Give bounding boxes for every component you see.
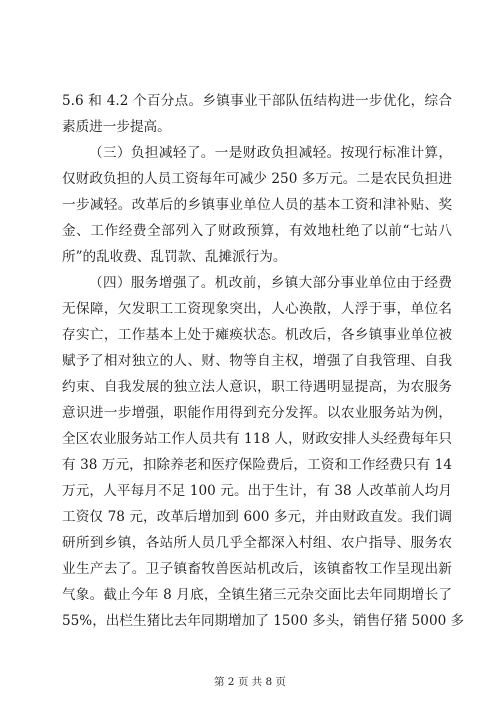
text-line: 气象。截止今年 8 月底，全镇生猪三元杂交面比去年同期增长了 [62, 587, 452, 603]
text-line: 55%，出栏生猪比去年同期增加了 1500 多头，销售仔猪 5000 多 [62, 613, 465, 629]
paragraph-start-line: （四）服务增强了。机改前，乡镇大部分事业单位由于经费 [89, 275, 452, 291]
paragraph-start-line: （三）负担减轻了。一是财政负担减轻。按现行标准计算， [89, 145, 452, 161]
text-line: 万元，人平每月不足 100 元。出于生计，有 38 人改革前人均月 [62, 483, 452, 499]
text-line: 金、工作经费全部列入了财政预算，有效地杜绝了以前“七站八 [62, 223, 452, 239]
text-line: 工资仅 78 元，改革后增加到 600 多元，并由财政直发。我们调 [62, 509, 452, 525]
page-number-footer: 第 2 页 共 8 页 [213, 676, 287, 688]
text-line: 素质进一步提高。 [62, 119, 171, 135]
text-line: 研所到乡镇，各站所人员几乎全都深入村组、农户指导、服务农 [62, 535, 452, 551]
text-line: 存实亡，工作基本上处于瘫痪状态。机改后，各乡镇事业单位被 [62, 327, 452, 343]
text-line: 赋予了相对独立的人、财、物等自主权，增强了自我管理、自我 [62, 353, 452, 369]
text-line: 所”的乱收费、乱罚款、乱摊派行为。 [62, 249, 287, 265]
text-line: 全区农业服务站工作人员共有 118 人，财政安排人头经费每年只 [62, 431, 452, 447]
text-line: 无保障，欠发职工工资现象突出，人心涣散，人浮于事，单位名 [62, 301, 452, 317]
text-line: 一步减轻。改革后的乡镇事业单位人员的基本工资和津补贴、奖 [62, 197, 452, 213]
text-line: 意识进一步增强，职能作用得到充分发挥。以农业服务站为例， [62, 405, 452, 421]
text-line: 仅财政负担的人员工资每年可减少 250 多万元。二是农民负担进 [62, 171, 452, 187]
text-line: 业生产去了。卫子镇畜牧兽医站机改后，该镇畜牧工作呈现出新 [62, 561, 452, 577]
text-line: 约束、自我发展的独立法人意识，职工待遇明显提高，为农服务 [62, 379, 452, 395]
text-line: 有 38 万元，扣除养老和医疗保险费后，工资和工作经费只有 14 [62, 457, 452, 473]
text-line: 5.6 和 4.2 个百分点。乡镇事业干部队伍结构进一步优化，综合 [62, 93, 452, 109]
document-body [62, 88, 465, 634]
